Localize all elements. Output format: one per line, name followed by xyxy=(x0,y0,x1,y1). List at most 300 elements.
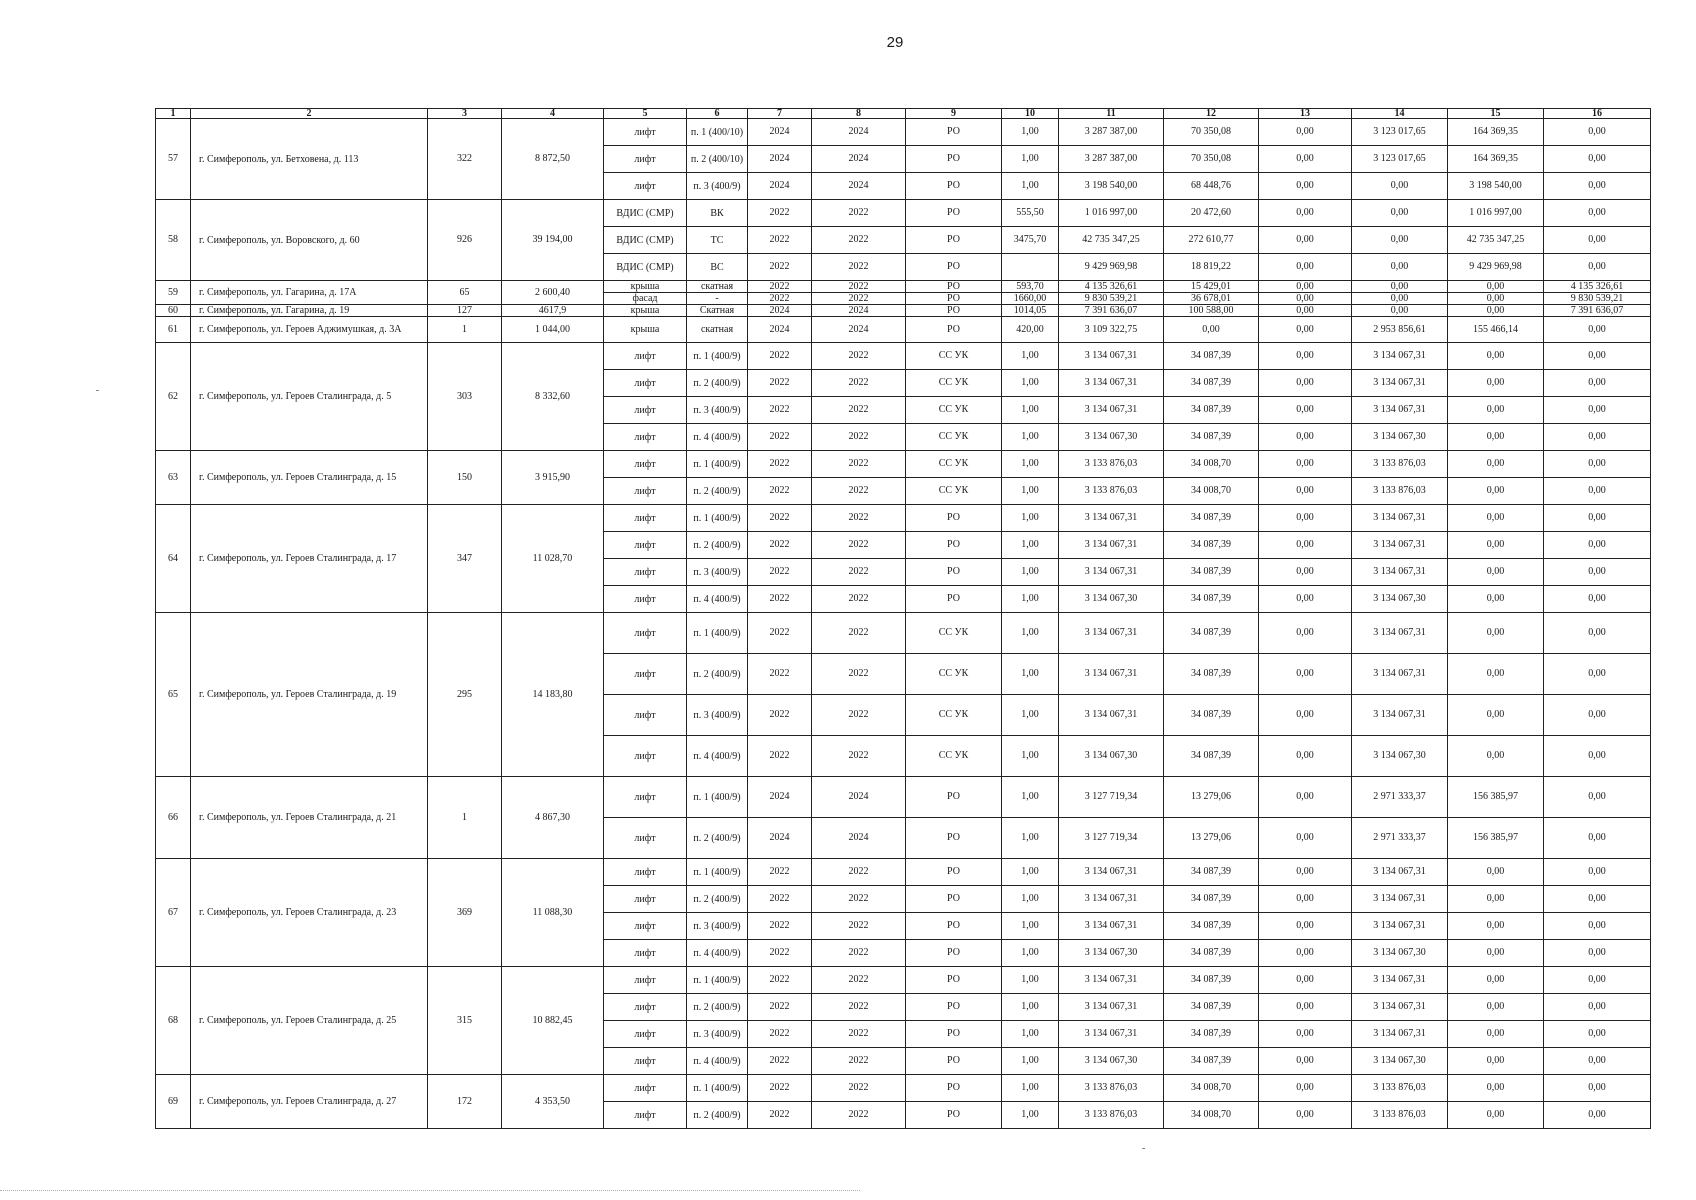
column-header: 7 xyxy=(748,109,812,119)
quantity-cell: 1,00 xyxy=(1002,146,1059,173)
quantity-cell: 1,00 xyxy=(1002,695,1059,736)
method-cell: РО xyxy=(906,967,1002,994)
cost-col-14: 3 133 876,03 xyxy=(1352,1075,1448,1102)
work-subtype-cell: п. 2 (400/9) xyxy=(687,994,748,1021)
cost-col-12: 70 350,08 xyxy=(1164,146,1259,173)
work-type-cell: лифт xyxy=(604,1102,687,1129)
address-cell: г. Симферополь, ул. Воровского, д. 60 xyxy=(191,200,428,281)
year-end-cell: 2022 xyxy=(812,451,906,478)
year-start-cell: 2022 xyxy=(748,695,812,736)
work-type-cell: лифт xyxy=(604,967,687,994)
column-header: 14 xyxy=(1352,109,1448,119)
row-number: 67 xyxy=(156,859,191,967)
total-cost-cell: 42 735 347,25 xyxy=(1059,227,1164,254)
cost-col-12: 36 678,01 xyxy=(1164,293,1259,305)
work-type-cell: лифт xyxy=(604,613,687,654)
year-end-cell: 2022 xyxy=(812,505,906,532)
work-type-cell: лифт xyxy=(604,173,687,200)
cost-col-14: 3 134 067,31 xyxy=(1352,397,1448,424)
cost-col-14: 3 123 017,65 xyxy=(1352,146,1448,173)
column-header: 10 xyxy=(1002,109,1059,119)
cost-col-13: 0,00 xyxy=(1259,505,1352,532)
cost-col-16: 0,00 xyxy=(1544,200,1651,227)
method-cell: РО xyxy=(906,227,1002,254)
cost-col-16: 0,00 xyxy=(1544,736,1651,777)
method-cell: РО xyxy=(906,940,1002,967)
cost-col-15: 0,00 xyxy=(1448,305,1544,317)
column-header: 16 xyxy=(1544,109,1651,119)
cost-col-12: 34 087,39 xyxy=(1164,967,1259,994)
cost-col-15: 0,00 xyxy=(1448,736,1544,777)
quantity-cell: 1,00 xyxy=(1002,654,1059,695)
method-cell: РО xyxy=(906,994,1002,1021)
cost-col-12: 34 008,70 xyxy=(1164,1102,1259,1129)
cost-col-14: 0,00 xyxy=(1352,173,1448,200)
year-end-cell: 2022 xyxy=(812,654,906,695)
work-type-cell: лифт xyxy=(604,777,687,818)
quantity-cell: 1,00 xyxy=(1002,370,1059,397)
cost-col-12: 34 087,39 xyxy=(1164,1021,1259,1048)
year-end-cell: 2022 xyxy=(812,994,906,1021)
year-start-cell: 2022 xyxy=(748,1075,812,1102)
cost-col-15: 0,00 xyxy=(1448,1075,1544,1102)
cost-col-12: 34 087,39 xyxy=(1164,505,1259,532)
work-type-cell: лифт xyxy=(604,424,687,451)
year-end-cell: 2022 xyxy=(812,940,906,967)
year-end-cell: 2022 xyxy=(812,1075,906,1102)
work-subtype-cell: п. 1 (400/9) xyxy=(687,505,748,532)
cost-col-16: 0,00 xyxy=(1544,613,1651,654)
row-number: 59 xyxy=(156,281,191,305)
area-cell: 11 028,70 xyxy=(502,505,604,613)
work-subtype-cell: скатная xyxy=(687,281,748,293)
year-end-cell: 2022 xyxy=(812,227,906,254)
cost-col-14: 3 134 067,31 xyxy=(1352,967,1448,994)
work-subtype-cell: п. 3 (400/9) xyxy=(687,695,748,736)
cost-col-13: 0,00 xyxy=(1259,478,1352,505)
quantity-cell: 1,00 xyxy=(1002,343,1059,370)
row-number: 61 xyxy=(156,317,191,343)
work-subtype-cell: п. 1 (400/9) xyxy=(687,451,748,478)
cost-col-15: 0,00 xyxy=(1448,886,1544,913)
year-end-cell: 2022 xyxy=(812,913,906,940)
work-subtype-cell: п. 2 (400/9) xyxy=(687,532,748,559)
work-subtype-cell: ТС xyxy=(687,227,748,254)
cost-col-16: 0,00 xyxy=(1544,1048,1651,1075)
work-subtype-cell: п. 1 (400/9) xyxy=(687,1075,748,1102)
cost-col-13: 0,00 xyxy=(1259,317,1352,343)
cost-col-16: 7 391 636,07 xyxy=(1544,305,1651,317)
method-cell: РО xyxy=(906,305,1002,317)
work-type-cell: лифт xyxy=(604,370,687,397)
cost-col-15: 0,00 xyxy=(1448,370,1544,397)
work-subtype-cell: п. 1 (400/9) xyxy=(687,777,748,818)
residents-cell: 150 xyxy=(428,451,502,505)
cost-col-13: 0,00 xyxy=(1259,736,1352,777)
cost-col-12: 34 087,39 xyxy=(1164,654,1259,695)
total-cost-cell: 3 133 876,03 xyxy=(1059,1102,1164,1129)
column-header: 5 xyxy=(604,109,687,119)
total-cost-cell: 3 134 067,31 xyxy=(1059,1021,1164,1048)
quantity-cell: 1014,05 xyxy=(1002,305,1059,317)
cost-col-16: 0,00 xyxy=(1544,146,1651,173)
cost-col-14: 3 134 067,31 xyxy=(1352,613,1448,654)
total-cost-cell: 3 133 876,03 xyxy=(1059,451,1164,478)
cost-col-12: 34 087,39 xyxy=(1164,343,1259,370)
column-header: 12 xyxy=(1164,109,1259,119)
quantity-cell: 1,00 xyxy=(1002,478,1059,505)
work-type-cell: ВДИС (СМР) xyxy=(604,254,687,281)
area-cell: 11 088,30 xyxy=(502,859,604,967)
quantity-cell: 1,00 xyxy=(1002,1102,1059,1129)
cost-col-15: 164 369,35 xyxy=(1448,146,1544,173)
year-end-cell: 2022 xyxy=(812,397,906,424)
total-cost-cell: 3 198 540,00 xyxy=(1059,173,1164,200)
cost-col-15: 156 385,97 xyxy=(1448,777,1544,818)
cost-col-12: 34 087,39 xyxy=(1164,940,1259,967)
cost-col-13: 0,00 xyxy=(1259,424,1352,451)
cost-col-14: 3 134 067,31 xyxy=(1352,913,1448,940)
table-body xyxy=(156,109,1651,1129)
residents-cell: 322 xyxy=(428,119,502,200)
residents-cell: 295 xyxy=(428,613,502,777)
quantity-cell: 1,00 xyxy=(1002,1021,1059,1048)
cost-col-13: 0,00 xyxy=(1259,967,1352,994)
cost-col-16: 0,00 xyxy=(1544,1021,1651,1048)
address-cell: г. Симферополь, ул. Героев Сталинграда, д. 21 xyxy=(191,777,428,859)
address-cell: г. Симферополь, ул. Героев Аджимушкая, д. 3А xyxy=(191,317,428,343)
column-header: 9 xyxy=(906,109,1002,119)
total-cost-cell: 3 134 067,31 xyxy=(1059,559,1164,586)
address-cell: г. Симферополь, ул. Героев Сталинграда, д. 23 xyxy=(191,859,428,967)
method-cell: РО xyxy=(906,913,1002,940)
year-start-cell: 2022 xyxy=(748,505,812,532)
table-row xyxy=(156,119,1651,146)
area-cell: 4 353,50 xyxy=(502,1075,604,1129)
row-number: 69 xyxy=(156,1075,191,1129)
cost-col-14: 0,00 xyxy=(1352,281,1448,293)
work-type-cell: лифт xyxy=(604,586,687,613)
work-subtype-cell: п. 3 (400/9) xyxy=(687,559,748,586)
work-type-cell: лифт xyxy=(604,994,687,1021)
year-start-cell: 2022 xyxy=(748,200,812,227)
cost-col-13: 0,00 xyxy=(1259,1102,1352,1129)
year-start-cell: 2022 xyxy=(748,613,812,654)
cost-col-12: 18 819,22 xyxy=(1164,254,1259,281)
total-cost-cell: 3 134 067,31 xyxy=(1059,343,1164,370)
work-type-cell: лифт xyxy=(604,119,687,146)
work-subtype-cell: п. 1 (400/9) xyxy=(687,859,748,886)
area-cell: 14 183,80 xyxy=(502,613,604,777)
cost-col-13: 0,00 xyxy=(1259,227,1352,254)
residents-cell: 347 xyxy=(428,505,502,613)
cost-col-13: 0,00 xyxy=(1259,818,1352,859)
year-start-cell: 2022 xyxy=(748,913,812,940)
cost-col-14: 3 123 017,65 xyxy=(1352,119,1448,146)
method-cell: РО xyxy=(906,505,1002,532)
year-start-cell: 2022 xyxy=(748,967,812,994)
column-header: 8 xyxy=(812,109,906,119)
total-cost-cell: 9 429 969,98 xyxy=(1059,254,1164,281)
work-type-cell: крыша xyxy=(604,281,687,293)
cost-col-12: 34 008,70 xyxy=(1164,451,1259,478)
cost-col-13: 0,00 xyxy=(1259,293,1352,305)
cost-col-14: 3 133 876,03 xyxy=(1352,478,1448,505)
cost-col-12: 34 087,39 xyxy=(1164,736,1259,777)
work-subtype-cell: п. 4 (400/9) xyxy=(687,424,748,451)
cost-col-13: 0,00 xyxy=(1259,695,1352,736)
year-start-cell: 2022 xyxy=(748,451,812,478)
total-cost-cell: 3 134 067,30 xyxy=(1059,940,1164,967)
work-type-cell: крыша xyxy=(604,317,687,343)
residents-cell: 1 xyxy=(428,777,502,859)
table-row xyxy=(156,451,1651,478)
quantity-cell: 1,00 xyxy=(1002,886,1059,913)
table-row xyxy=(156,200,1651,227)
cost-col-13: 0,00 xyxy=(1259,886,1352,913)
cost-col-14: 3 134 067,30 xyxy=(1352,1048,1448,1075)
cost-col-12: 100 588,00 xyxy=(1164,305,1259,317)
cost-col-16: 0,00 xyxy=(1544,343,1651,370)
work-subtype-cell: Скатная xyxy=(687,305,748,317)
year-end-cell: 2022 xyxy=(812,1021,906,1048)
total-cost-cell: 3 134 067,30 xyxy=(1059,1048,1164,1075)
method-cell: РО xyxy=(906,1048,1002,1075)
quantity-cell: 1,00 xyxy=(1002,532,1059,559)
work-subtype-cell: п. 4 (400/9) xyxy=(687,940,748,967)
cost-col-16: 0,00 xyxy=(1544,254,1651,281)
cost-col-14: 0,00 xyxy=(1352,293,1448,305)
method-cell: СС УК xyxy=(906,478,1002,505)
work-type-cell: лифт xyxy=(604,451,687,478)
cost-col-13: 0,00 xyxy=(1259,777,1352,818)
header-row xyxy=(156,109,1651,119)
work-subtype-cell: п. 3 (400/9) xyxy=(687,1021,748,1048)
year-end-cell: 2024 xyxy=(812,777,906,818)
cost-col-15: 0,00 xyxy=(1448,859,1544,886)
method-cell: РО xyxy=(906,317,1002,343)
cost-col-16: 0,00 xyxy=(1544,886,1651,913)
method-cell: СС УК xyxy=(906,424,1002,451)
work-type-cell: лифт xyxy=(604,1048,687,1075)
cost-col-16: 0,00 xyxy=(1544,317,1651,343)
address-cell: г. Симферополь, ул. Героев Сталинграда, д. 5 xyxy=(191,343,428,451)
total-cost-cell: 3 134 067,31 xyxy=(1059,505,1164,532)
year-end-cell: 2024 xyxy=(812,305,906,317)
area-cell: 3 915,90 xyxy=(502,451,604,505)
cost-col-16: 0,00 xyxy=(1544,654,1651,695)
work-type-cell: лифт xyxy=(604,1021,687,1048)
quantity-cell: 555,50 xyxy=(1002,200,1059,227)
cost-col-14: 3 134 067,31 xyxy=(1352,559,1448,586)
cost-col-14: 3 134 067,30 xyxy=(1352,424,1448,451)
residents-cell: 315 xyxy=(428,967,502,1075)
cost-col-13: 0,00 xyxy=(1259,859,1352,886)
method-cell: РО xyxy=(906,146,1002,173)
cost-col-15: 0,00 xyxy=(1448,478,1544,505)
cost-col-13: 0,00 xyxy=(1259,254,1352,281)
cost-col-12: 13 279,06 xyxy=(1164,818,1259,859)
cost-col-15: 0,00 xyxy=(1448,1021,1544,1048)
cost-col-15: 9 429 969,98 xyxy=(1448,254,1544,281)
cost-col-12: 34 008,70 xyxy=(1164,1075,1259,1102)
table-row xyxy=(156,1075,1651,1102)
cost-col-13: 0,00 xyxy=(1259,913,1352,940)
method-cell: РО xyxy=(906,281,1002,293)
cost-col-15: 0,00 xyxy=(1448,559,1544,586)
work-type-cell: фасад xyxy=(604,293,687,305)
cost-col-15: 0,00 xyxy=(1448,532,1544,559)
cost-col-14: 3 134 067,31 xyxy=(1352,370,1448,397)
year-start-cell: 2022 xyxy=(748,424,812,451)
cost-col-13: 0,00 xyxy=(1259,397,1352,424)
total-cost-cell: 3 134 067,31 xyxy=(1059,654,1164,695)
cost-col-12: 34 087,39 xyxy=(1164,613,1259,654)
year-end-cell: 2022 xyxy=(812,254,906,281)
cost-col-13: 0,00 xyxy=(1259,994,1352,1021)
cost-col-14: 3 134 067,31 xyxy=(1352,886,1448,913)
total-cost-cell: 3 134 067,30 xyxy=(1059,424,1164,451)
year-start-cell: 2022 xyxy=(748,994,812,1021)
method-cell: РО xyxy=(906,532,1002,559)
quantity-cell: 1,00 xyxy=(1002,505,1059,532)
cost-col-15: 0,00 xyxy=(1448,654,1544,695)
cost-col-13: 0,00 xyxy=(1259,940,1352,967)
column-header: 15 xyxy=(1448,109,1544,119)
year-start-cell: 2024 xyxy=(748,317,812,343)
total-cost-cell: 3 134 067,31 xyxy=(1059,370,1164,397)
cost-col-15: 0,00 xyxy=(1448,994,1544,1021)
column-header: 2 xyxy=(191,109,428,119)
cost-col-12: 34 087,39 xyxy=(1164,695,1259,736)
capital-repair-table xyxy=(155,108,1651,1129)
cost-col-12: 34 087,39 xyxy=(1164,559,1259,586)
cost-col-15: 0,00 xyxy=(1448,586,1544,613)
method-cell: РО xyxy=(906,173,1002,200)
year-start-cell: 2022 xyxy=(748,1102,812,1129)
total-cost-cell: 3 133 876,03 xyxy=(1059,1075,1164,1102)
year-start-cell: 2022 xyxy=(748,559,812,586)
column-header: 4 xyxy=(502,109,604,119)
cost-col-16: 0,00 xyxy=(1544,119,1651,146)
cost-col-12: 272 610,77 xyxy=(1164,227,1259,254)
work-subtype-cell: - xyxy=(687,293,748,305)
method-cell: РО xyxy=(906,1102,1002,1129)
year-end-cell: 2022 xyxy=(812,200,906,227)
cost-col-14: 3 134 067,31 xyxy=(1352,695,1448,736)
work-type-cell: лифт xyxy=(604,859,687,886)
year-start-cell: 2024 xyxy=(748,146,812,173)
method-cell: СС УК xyxy=(906,654,1002,695)
column-header: 3 xyxy=(428,109,502,119)
total-cost-cell: 1 016 997,00 xyxy=(1059,200,1164,227)
year-start-cell: 2022 xyxy=(748,586,812,613)
area-cell: 8 332,60 xyxy=(502,343,604,451)
cost-col-16: 0,00 xyxy=(1544,478,1651,505)
quantity-cell: 1,00 xyxy=(1002,559,1059,586)
quantity-cell: 1,00 xyxy=(1002,613,1059,654)
cost-col-15: 164 369,35 xyxy=(1448,119,1544,146)
table-row xyxy=(156,305,1651,317)
cost-col-13: 0,00 xyxy=(1259,586,1352,613)
year-end-cell: 2024 xyxy=(812,317,906,343)
method-cell: РО xyxy=(906,1075,1002,1102)
cost-col-15: 0,00 xyxy=(1448,695,1544,736)
cost-col-13: 0,00 xyxy=(1259,654,1352,695)
total-cost-cell: 7 391 636,07 xyxy=(1059,305,1164,317)
residents-cell: 127 xyxy=(428,305,502,317)
quantity-cell: 3475,70 xyxy=(1002,227,1059,254)
cost-col-12: 34 087,39 xyxy=(1164,913,1259,940)
method-cell: СС УК xyxy=(906,370,1002,397)
cost-col-13: 0,00 xyxy=(1259,532,1352,559)
scan-mark xyxy=(1142,1148,1145,1149)
quantity-cell: 1,00 xyxy=(1002,451,1059,478)
row-number: 60 xyxy=(156,305,191,317)
column-header: 6 xyxy=(687,109,748,119)
cost-col-15: 3 198 540,00 xyxy=(1448,173,1544,200)
row-number: 68 xyxy=(156,967,191,1075)
cost-col-12: 34 087,39 xyxy=(1164,1048,1259,1075)
cost-col-12: 0,00 xyxy=(1164,317,1259,343)
year-start-cell: 2024 xyxy=(748,818,812,859)
cost-col-15: 0,00 xyxy=(1448,967,1544,994)
cost-col-12: 34 008,70 xyxy=(1164,478,1259,505)
row-number: 63 xyxy=(156,451,191,505)
cost-col-16: 0,00 xyxy=(1544,397,1651,424)
cost-col-16: 0,00 xyxy=(1544,818,1651,859)
cost-col-12: 34 087,39 xyxy=(1164,586,1259,613)
cost-col-16: 0,00 xyxy=(1544,967,1651,994)
total-cost-cell: 3 134 067,31 xyxy=(1059,994,1164,1021)
area-cell: 1 044,00 xyxy=(502,317,604,343)
cost-col-13: 0,00 xyxy=(1259,1021,1352,1048)
year-end-cell: 2022 xyxy=(812,613,906,654)
cost-col-15: 0,00 xyxy=(1448,281,1544,293)
year-end-cell: 2022 xyxy=(812,1102,906,1129)
cost-col-13: 0,00 xyxy=(1259,305,1352,317)
work-subtype-cell: п. 2 (400/10) xyxy=(687,146,748,173)
cost-col-13: 0,00 xyxy=(1259,146,1352,173)
year-start-cell: 2022 xyxy=(748,478,812,505)
area-cell: 10 882,45 xyxy=(502,967,604,1075)
work-subtype-cell: п. 1 (400/10) xyxy=(687,119,748,146)
year-end-cell: 2022 xyxy=(812,736,906,777)
year-start-cell: 2022 xyxy=(748,281,812,293)
total-cost-cell: 3 134 067,31 xyxy=(1059,613,1164,654)
cost-col-14: 3 133 876,03 xyxy=(1352,451,1448,478)
work-type-cell: лифт xyxy=(604,818,687,859)
work-subtype-cell: п. 4 (400/9) xyxy=(687,586,748,613)
year-end-cell: 2024 xyxy=(812,119,906,146)
row-number: 66 xyxy=(156,777,191,859)
year-start-cell: 2022 xyxy=(748,532,812,559)
method-cell: РО xyxy=(906,777,1002,818)
quantity-cell: 1,00 xyxy=(1002,1075,1059,1102)
method-cell: РО xyxy=(906,886,1002,913)
cost-col-15: 42 735 347,25 xyxy=(1448,227,1544,254)
cost-col-12: 13 279,06 xyxy=(1164,777,1259,818)
table-row xyxy=(156,777,1651,818)
total-cost-cell: 3 287 387,00 xyxy=(1059,119,1164,146)
method-cell: РО xyxy=(906,254,1002,281)
work-subtype-cell: п. 1 (400/9) xyxy=(687,967,748,994)
work-type-cell: лифт xyxy=(604,559,687,586)
work-type-cell: лифт xyxy=(604,505,687,532)
cost-col-15: 0,00 xyxy=(1448,1102,1544,1129)
method-cell: СС УК xyxy=(906,613,1002,654)
column-header: 11 xyxy=(1059,109,1164,119)
